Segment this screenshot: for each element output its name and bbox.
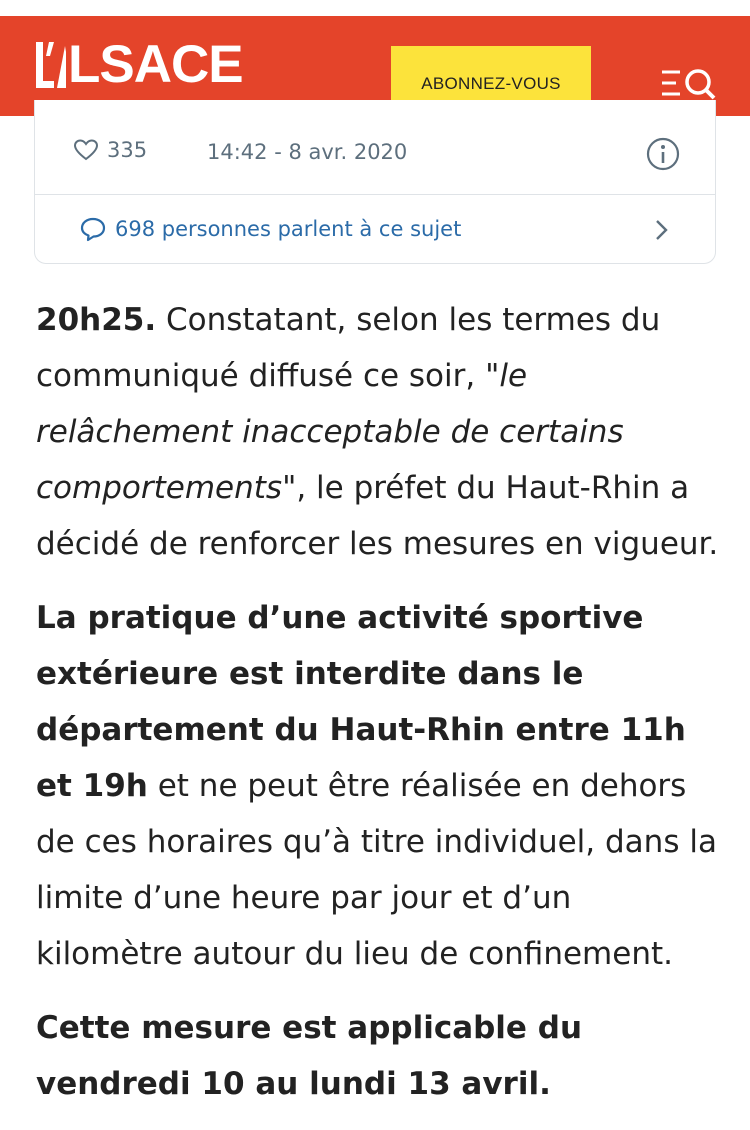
like-button[interactable] xyxy=(73,138,147,162)
conversation-label: 698 personnes parlent à ce sujet xyxy=(115,217,462,241)
paragraph-text: Constatant, selon les termes du communiqué diffusé ce soir, " xyxy=(36,302,661,394)
chevron-right-icon xyxy=(651,218,673,242)
site-logo[interactable] xyxy=(32,35,243,94)
tweet-timestamp[interactable]: 14:42 - 8 avr. 2020 xyxy=(207,140,408,164)
bold-statement: Cette mesure est applicable du vendredi 10 au lundi 13 avril. xyxy=(36,1010,583,1102)
conversation-link[interactable] xyxy=(79,216,461,242)
status-strip xyxy=(0,0,750,16)
quote-text: le relâchement inacceptable de certains comportements xyxy=(36,358,624,506)
paragraph-text: et ne peut être réalisée en dehors de ces horaires qu’à titre individuel, dans la limite d’une heure par jour et d’un kilomètre autour du lieu de confinement. xyxy=(36,768,717,972)
speech-bubble-icon xyxy=(79,216,107,242)
like-count: 335 xyxy=(107,138,148,162)
article-paragraph xyxy=(36,590,726,982)
info-icon xyxy=(645,136,681,172)
logo-text: LSACE xyxy=(68,35,243,94)
heart-icon xyxy=(73,138,99,162)
paragraph-time: 20h25. xyxy=(36,302,157,338)
menu-search-button[interactable] xyxy=(656,66,720,102)
article-paragraph xyxy=(36,1000,726,1112)
paragraph-text: ", le préfet du Haut-Rhin a décidé de renforcer les mesures en vigueur. xyxy=(36,470,719,562)
tweet-meta-row xyxy=(35,116,715,195)
article-paragraph xyxy=(36,292,726,572)
article-body xyxy=(36,292,726,1130)
embedded-tweet-card xyxy=(34,100,716,264)
subscribe-button[interactable]: ABONNEZ-VOUS xyxy=(391,46,591,122)
bold-statement: La pratique d’une activité sportive extérieure est interdite dans le département du Haut-Rhin entre 11h et 19h xyxy=(36,600,686,804)
conversation-row[interactable] xyxy=(35,196,715,262)
info-button[interactable] xyxy=(645,136,681,176)
menu-search-icon xyxy=(656,66,720,102)
logo-mark-icon xyxy=(32,40,66,90)
